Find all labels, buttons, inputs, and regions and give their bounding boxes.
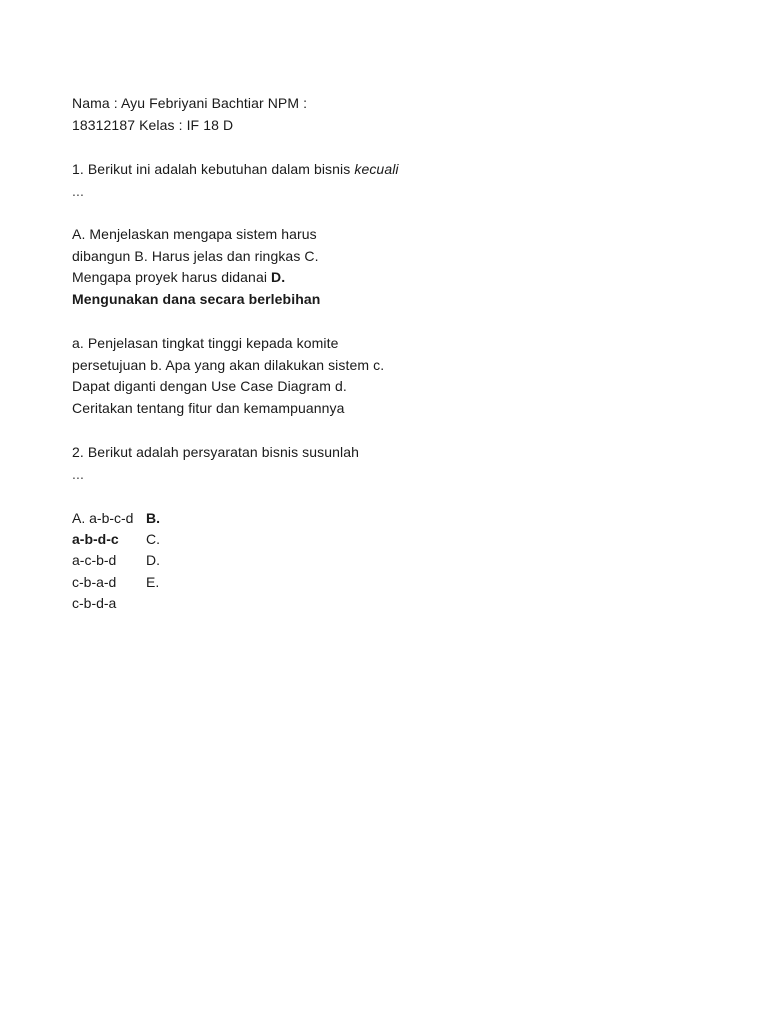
q2-option-b-answer: a-b-d-c [72, 531, 119, 547]
q1-option-line-3 [72, 268, 285, 286]
q2-option-d-letter: D. [146, 552, 160, 568]
q2-option-a: A. a-b-c-d [72, 510, 134, 526]
q1-question-emphasis: kecuali [354, 161, 399, 177]
q2-option-c: a-c-b-d [72, 552, 117, 568]
q2-ellipsis: ... [72, 466, 84, 482]
q1-option-answer-letter: D. [271, 269, 286, 285]
q1-item-line-3: Dapat diganti dengan Use Case Diagram d. [72, 378, 347, 394]
q1-item-line-2: persetujuan b. Apa yang akan dilakukan sistem c. [72, 357, 385, 373]
q1-option-line-3-text: Mengapa proyek harus didanai [72, 269, 272, 285]
q1-option-line-2: dibangun B. Harus jelas dan ringkas C. [72, 248, 319, 264]
q1-ellipsis: ... [72, 183, 84, 199]
q2-option-d: c-b-a-d [72, 574, 117, 590]
header-line-2: 18312187 Kelas : IF 18 D [72, 117, 234, 133]
q1-option-line-1: A. Menjelaskan mengapa sistem harus [72, 226, 317, 242]
q2-option-b-letter: B. [146, 510, 160, 526]
q2-option-c-letter: C. [146, 531, 160, 547]
header-line-1: Nama : Ayu Febriyani Bachtiar NPM : [72, 95, 308, 111]
q2-option-e: c-b-d-a [72, 595, 117, 611]
q1-question-text: 1. Berikut ini adalah kebutuhan dalam bisnis [72, 161, 355, 177]
q1-question [72, 160, 399, 178]
q1-item-line-1: a. Penjelasan tingkat tinggi kepada komite [72, 335, 339, 351]
q1-option-answer: Mengunakan dana secara berlebihan [72, 291, 321, 307]
q2-question: 2. Berikut adalah persyaratan bisnis susunlah [72, 444, 360, 460]
q2-option-e-letter: E. [146, 574, 160, 590]
q1-item-line-4: Ceritakan tentang fitur dan kemampuannya [72, 400, 345, 416]
